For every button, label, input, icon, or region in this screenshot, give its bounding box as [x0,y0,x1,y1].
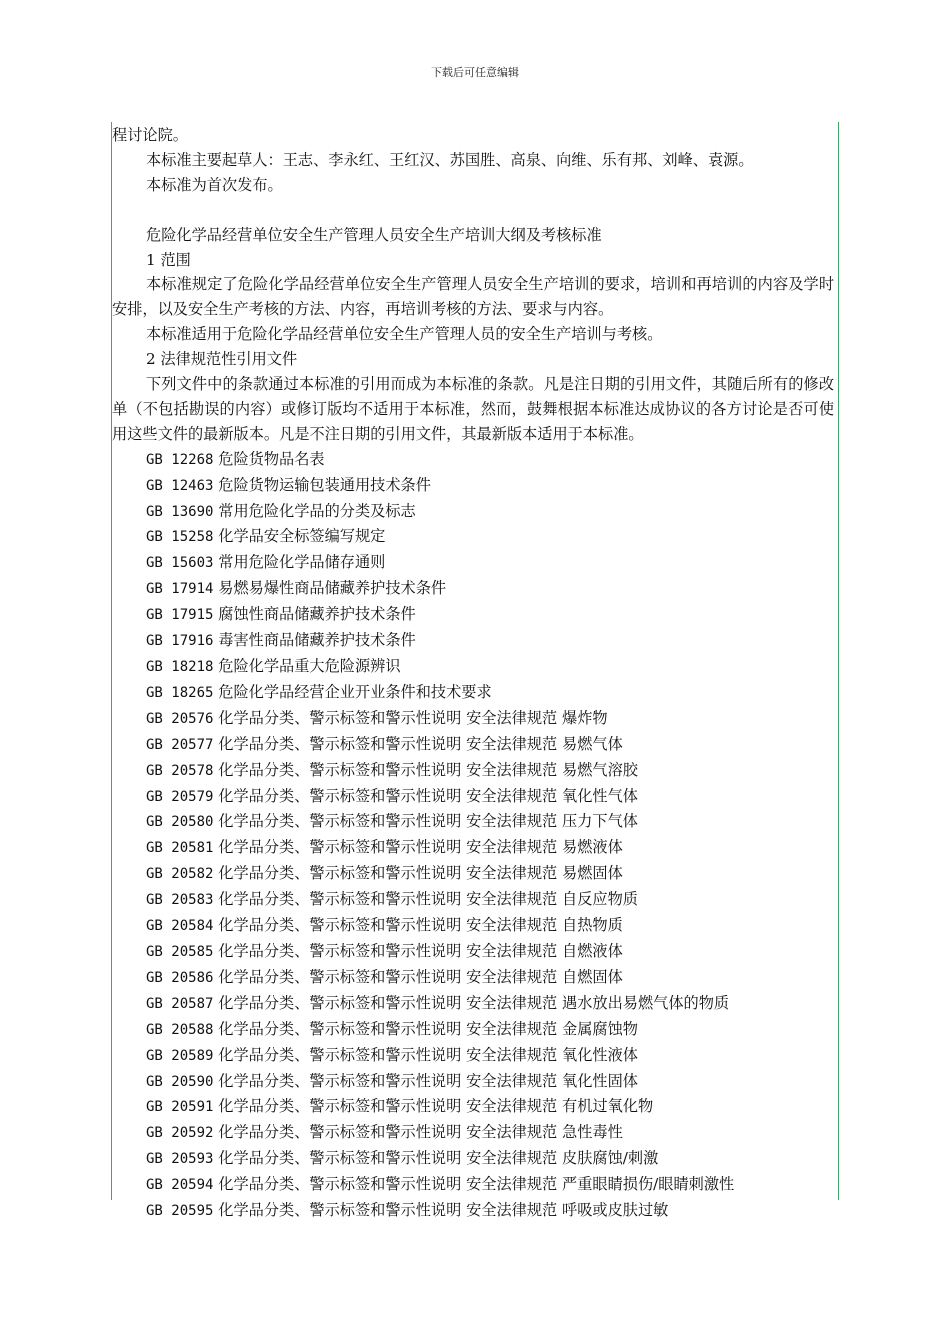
reference-item [112,499,834,525]
reference-code: GB 20590 [146,1073,214,1090]
reference-title: 化学品分类、警示标签和警示性说明 安全法律规范 易燃液体 [213,838,623,857]
reference-code: GB 15603 [146,555,214,572]
reference-item [112,602,834,628]
reference-title: 危险化学品经营企业开业条件和技术要求 [213,682,492,701]
reference-code: GB 17915 [146,607,214,624]
reference-code: GB 20593 [146,1151,214,1168]
reference-title: 化学品分类、警示标签和警示性说明 安全法律规范 易燃固体 [213,864,623,883]
reference-title: 化学品安全标签编写规定 [213,527,386,546]
reference-title: 化学品分类、警示标签和警示性说明 安全法律规范 爆炸物 [213,708,608,727]
reference-title: 化学品分类、警示标签和警示性说明 安全法律规范 自反应物质 [213,890,638,909]
right-border-line [838,122,839,1200]
reference-item [112,887,834,913]
reference-code: GB 20580 [146,814,214,831]
reference-code: GB 20589 [146,1047,214,1064]
reference-title: 化学品分类、警示标签和警示性说明 安全法律规范 遇水放出易燃气体的物质 [213,993,730,1012]
reference-title: 化学品分类、警示标签和警示性说明 安全法律规范 呼吸或皮肤过敏 [213,1201,669,1220]
reference-title: 毒害性商品储藏养护技术条件 [213,631,416,650]
reference-title: 化学品分类、警示标签和警示性说明 安全法律规范 自热物质 [213,916,623,935]
reference-item [112,706,834,732]
reference-item [112,447,834,473]
section-1-paragraph-1: 本标准规定了危险化学品经营单位安全生产管理人员安全生产培训的要求，培训和再培训的内容及学时安排，以及安全生产考核的方法、内容，再培训考核的方法、要求与内容。 [112,275,834,319]
reference-code: GB 17914 [146,581,214,598]
reference-title: 化学品分类、警示标签和警示性说明 安全法律规范 易燃气体 [213,734,623,753]
section-1-paragraph-2: 本标准适用于危险化学品经营单位安全生产管理人员的安全生产培训与考核。 [146,325,663,344]
reference-list [112,447,834,1224]
reference-item [112,1069,834,1095]
reference-title: 化学品分类、警示标签和警示性说明 安全法律规范 有机过氧化物 [213,1097,654,1116]
reference-title: 化学品分类、警示标签和警示性说明 安全法律规范 压力下气体 [213,812,638,831]
reference-title: 易燃易爆性商品储藏养护技术条件 [213,579,447,598]
reference-item [112,965,834,991]
reference-code: GB 20582 [146,866,214,883]
reference-item [112,758,834,784]
reference-code: GB 12463 [146,477,214,494]
reference-code: GB 20587 [146,995,214,1012]
reference-item [112,576,834,602]
reference-item [112,835,834,861]
reference-title: 化学品分类、警示标签和警示性说明 安全法律规范 氧化性气体 [213,786,638,805]
reference-item [112,1094,834,1120]
reference-title: 常用危险化学品的分类及标志 [213,501,416,520]
reference-code: GB 20588 [146,1021,214,1038]
reference-item [112,628,834,654]
reference-title: 常用危险化学品储存通则 [213,553,386,572]
first-release-line: 本标准为首次发布。 [146,175,283,194]
reference-title: 化学品分类、警示标签和警示性说明 安全法律规范 氧化性固体 [213,1071,638,1090]
section-2-heading: 2 法律规范性引用文件 [146,350,298,369]
document-body [112,123,834,1224]
reference-title: 危险化学品重大危险源辨识 [213,657,401,676]
reference-title: 化学品分类、警示标签和警示性说明 安全法律规范 严重眼睛损伤/眼睛刺激性 [213,1175,735,1194]
reference-item [112,991,834,1017]
reference-item [112,524,834,550]
reference-code: GB 20584 [146,918,214,935]
reference-code: GB 20581 [146,840,214,857]
reference-code: GB 20576 [146,710,214,727]
reference-item [112,1017,834,1043]
reference-title: 化学品分类、警示标签和警示性说明 安全法律规范 自燃液体 [213,941,623,960]
section-2-paragraph-1: 下列文件中的条款通过本标准的引用而成为本标准的条款。凡是注日期的引用文件，其随后所有的修改单（不包括勘误的内容）或修订版均不适用于本标准，然而，鼓舞根据本标准达成协议的各方讨论是否可使用这些文件的最新版本。凡是不注日期的引用文件，其最新版本适用于本标准。 [112,375,834,443]
reference-code: GB 20594 [146,1177,214,1194]
reference-item [112,1198,834,1224]
reference-code: GB 18265 [146,684,214,701]
reference-title: 腐蚀性商品储藏养护技术条件 [213,605,416,624]
reference-code: GB 20577 [146,736,214,753]
spacer [112,198,834,223]
reference-item [112,473,834,499]
section-1-heading: 1 范围 [146,250,191,269]
reference-item [112,550,834,576]
reference-code: GB 17916 [146,633,214,650]
reference-item [112,654,834,680]
reference-code: GB 20591 [146,1099,214,1116]
reference-item [112,1043,834,1069]
intro-continuation: 程讨论院。 [112,126,188,144]
reference-title: 化学品分类、警示标签和警示性说明 安全法律规范 易燃气溶胶 [213,760,638,779]
reference-code: GB 20583 [146,892,214,909]
reference-code: GB 20579 [146,788,214,805]
reference-item [112,680,834,706]
reference-item [112,1120,834,1146]
reference-title: 化学品分类、警示标签和警示性说明 安全法律规范 氧化性液体 [213,1045,638,1064]
reference-item [112,913,834,939]
reference-item [112,861,834,887]
reference-code: GB 13690 [146,503,214,520]
reference-title: 危险货物运输包装通用技术条件 [213,475,431,494]
reference-code: GB 20595 [146,1203,214,1220]
reference-title: 化学品分类、警示标签和警示性说明 安全法律规范 自燃固体 [213,967,623,986]
reference-code: GB 20585 [146,943,214,960]
reference-title: 化学品分类、警示标签和警示性说明 安全法律规范 急性毒性 [213,1123,623,1142]
page-header: 下载后可任意编辑 [431,66,519,79]
reference-title: 危险货物品名表 [213,449,325,468]
document-title: 危险化学品经营单位安全生产管理人员安全生产培训大纲及考核标准 [146,225,602,244]
reference-title: 化学品分类、警示标签和警示性说明 安全法律规范 金属腐蚀物 [213,1019,638,1038]
reference-item [112,732,834,758]
reference-code: GB 15258 [146,529,214,546]
reference-code: GB 20592 [146,1125,214,1142]
reference-item [112,809,834,835]
reference-code: GB 20578 [146,762,214,779]
reference-code: GB 20586 [146,969,214,986]
reference-item [112,1172,834,1198]
reference-item [112,939,834,965]
reference-title: 化学品分类、警示标签和警示性说明 安全法律规范 皮肤腐蚀/刺激 [213,1149,659,1168]
reference-item [112,1146,834,1172]
drafters-line: 本标准主要起草人：王志、李永红、王红汉、苏国胜、高泉、向维、乐有邦、刘峰、袁源。 [146,150,754,169]
reference-item [112,784,834,810]
reference-code: GB 18218 [146,659,214,676]
reference-code: GB 12268 [146,451,214,468]
